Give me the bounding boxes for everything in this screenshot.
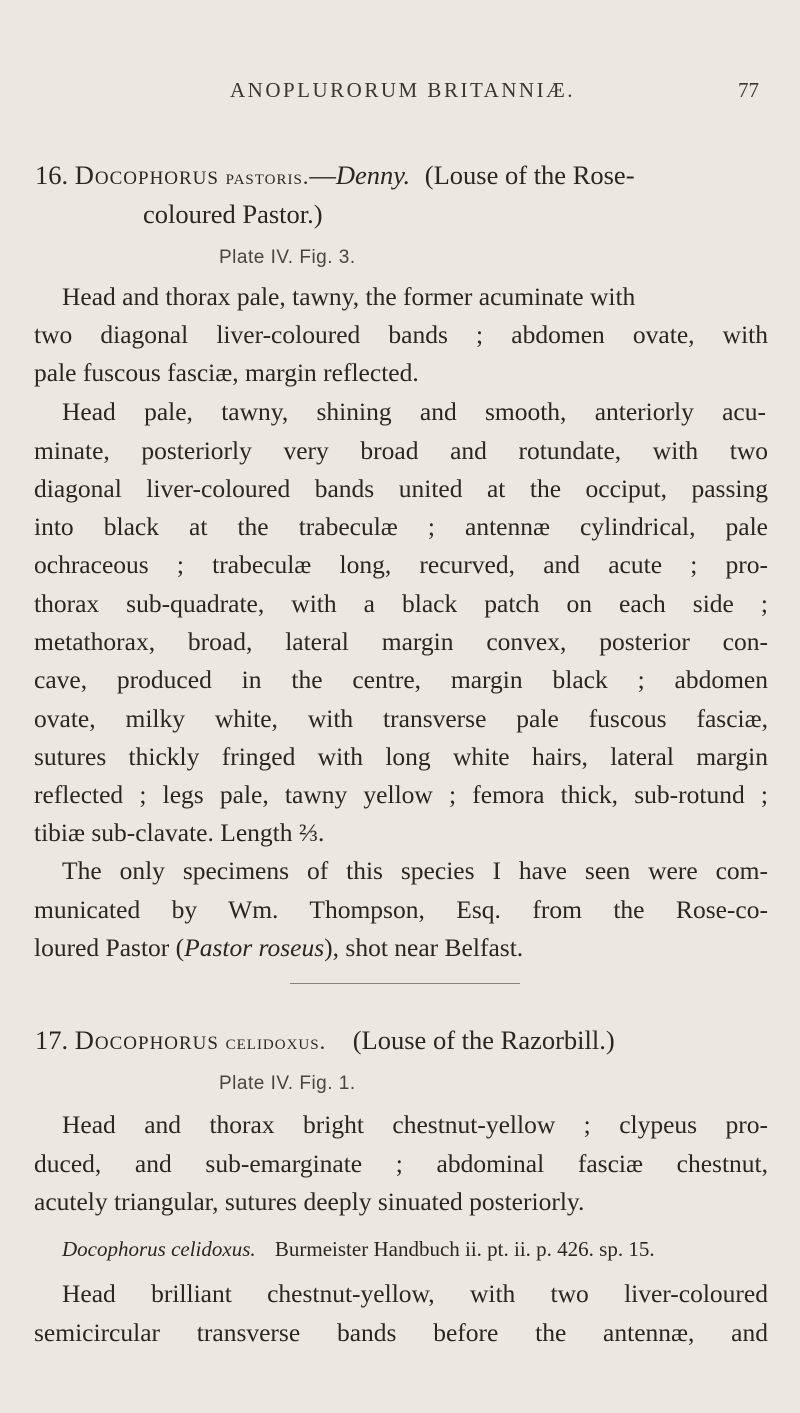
species-name: celidoxus. <box>225 1029 327 1054</box>
common-name: (Louse of the Razorbill.) <box>352 1025 615 1055</box>
note-line: municated by Wm. Thompson, Esq. from the Rose-co- <box>34 895 768 924</box>
note-text: loured Pastor ( <box>34 933 185 962</box>
description-line: metathorax, broad, lateral margin convex, posterior con- <box>34 627 768 656</box>
note-line <box>34 933 523 963</box>
length-line <box>34 818 324 848</box>
species-number: 16. <box>35 160 69 190</box>
page-number: 77 <box>738 78 759 102</box>
description-line: sutures thickly fringed with long white hairs, lateral margin <box>34 742 768 771</box>
plate-reference: Plate IV. Fig. 3. <box>219 247 356 268</box>
description-line: ovate, milky white, with transverse pale fuscous fasciæ, <box>34 704 768 733</box>
latin-name: Pastor roseus <box>184 933 325 962</box>
description-line: minate, posteriorly very broad and rotundate, with two <box>34 436 768 465</box>
description-line: semicircular transverse bands before the antennæ, and <box>34 1318 768 1347</box>
description-line: cave, produced in the centre, margin black ; abdomen <box>34 665 768 694</box>
description-line: into black at the trabeculæ ; antennæ cylindrical, pale <box>34 512 768 541</box>
running-head-title: ANOPLURORUM BRITANNIÆ. <box>230 78 576 102</box>
note-text: ), shot near Belfast. <box>324 933 524 962</box>
genus-name: Docophorus <box>74 160 219 190</box>
author: Denny. <box>335 160 411 190</box>
common-name-cont: coloured Pastor.) <box>143 199 323 229</box>
section-divider <box>290 983 520 984</box>
diagnosis-line: duced, and sub-emarginate ; abdominal fasciæ chestnut, <box>34 1149 768 1178</box>
dash: — <box>309 160 336 190</box>
synonym-reference <box>62 1234 655 1264</box>
diagnosis-line: acutely triangular, sutures deeply sinuated posteriorly. <box>34 1187 585 1216</box>
species-16-heading <box>35 160 635 192</box>
length-text: tibiæ sub-clavate. Length <box>34 818 299 847</box>
diagnosis-line: two diagonal liver-coloured bands ; abdomen ovate, with <box>34 320 768 349</box>
diagnosis-line: pale fuscous fasciæ, margin reflected. <box>34 358 419 387</box>
diagnosis-line: Head and thorax pale, tawny, the former acuminate with <box>62 282 636 311</box>
description-line: Head pale, tawny, shining and smooth, anteriorly acu- <box>62 397 766 426</box>
description-line: diagonal liver-coloured bands united at the occiput, passing <box>34 474 768 503</box>
length-end: . <box>317 818 325 847</box>
note-line: The only specimens of this species I have seen were com- <box>62 856 768 885</box>
plate-reference: Plate IV. Fig. 1. <box>219 1073 356 1094</box>
length-fraction: ⅔ <box>298 818 318 847</box>
synonym-name: Docophorus celidoxus. <box>62 1237 256 1261</box>
description-line: ochraceous ; trabeculæ long, recurved, and acute ; pro- <box>34 550 768 579</box>
description-line: reflected ; legs pale, tawny yellow ; femora thick, sub-rotund ; <box>34 780 768 809</box>
species-17-heading <box>35 1025 615 1057</box>
description-line: Head brilliant chestnut-yellow, with two liver-coloured <box>62 1279 768 1308</box>
synonym-citation: Burmeister Handbuch ii. pt. ii. p. 426. sp. 15. <box>274 1237 655 1261</box>
description-line: thorax sub-quadrate, with a black patch on each side ; <box>34 589 768 618</box>
genus-name: Docophorus <box>74 1025 219 1055</box>
diagnosis-line: Head and thorax bright chestnut-yellow ; clypeus pro- <box>62 1110 768 1139</box>
species-number: 17. <box>35 1025 69 1055</box>
species-name: pastoris. <box>225 164 310 189</box>
common-name: (Louse of the Rose- <box>424 160 635 190</box>
